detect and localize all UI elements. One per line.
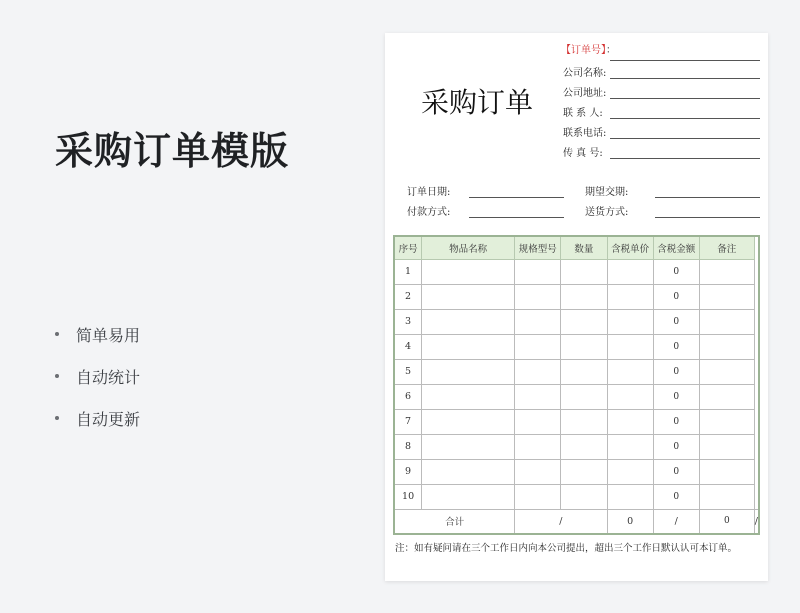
cell-unit-price[interactable] (607, 334, 653, 359)
cell-no: 7 (394, 409, 422, 434)
payment-field (407, 203, 564, 218)
info-label: 传 真 号: (563, 148, 603, 159)
cell-unit-price[interactable] (607, 459, 653, 484)
order-number-colon: ： (606, 45, 616, 56)
cell-qty[interactable] (561, 259, 607, 284)
cell-item-name[interactable] (422, 359, 515, 384)
cell-unit-price[interactable] (607, 484, 653, 509)
col-header-remark: 备注 (699, 236, 754, 259)
total-qty: 0 (607, 509, 653, 534)
cell-item-name[interactable] (422, 459, 515, 484)
cell-amount: 0 (653, 309, 699, 334)
info-row-address (563, 85, 760, 99)
total-spec: / (515, 509, 607, 534)
expected-delivery-label: 期望交期: (585, 187, 629, 198)
table-row (394, 334, 759, 359)
cell-qty[interactable] (561, 459, 607, 484)
cell-qty[interactable] (561, 359, 607, 384)
info-row-fax (563, 145, 760, 159)
cell-no: 8 (394, 434, 422, 459)
total-price: / (653, 509, 699, 534)
cell-item-name[interactable] (422, 484, 515, 509)
info-line[interactable] (610, 89, 760, 99)
order-date-field (407, 183, 564, 198)
info-row-contact (563, 105, 760, 119)
cell-remark[interactable] (699, 434, 754, 459)
info-line[interactable] (610, 149, 760, 159)
cell-amount: 0 (653, 484, 699, 509)
col-header-qty: 数量 (561, 236, 607, 259)
bullet-icon (55, 332, 59, 336)
feature-item (55, 397, 140, 439)
order-number-line (610, 60, 760, 61)
cell-item-name[interactable] (422, 309, 515, 334)
cell-unit-price[interactable] (607, 359, 653, 384)
document-title: 采购订单 (421, 86, 534, 119)
shipping-label: 送货方式: (585, 207, 629, 218)
feature-label: 自动统计 (76, 367, 141, 387)
cell-unit-price[interactable] (607, 384, 653, 409)
cell-no: 5 (394, 359, 422, 384)
cell-no: 9 (394, 459, 422, 484)
info-label: 公司名称: (563, 68, 607, 79)
table-row (394, 484, 759, 509)
cell-qty[interactable] (561, 334, 607, 359)
order-date-label: 订单日期: (407, 187, 451, 198)
cell-remark[interactable] (699, 484, 754, 509)
total-remark: / (754, 509, 759, 534)
table-row (394, 309, 759, 334)
feature-label: 自动更新 (76, 409, 141, 429)
info-label: 联系电话: (563, 128, 607, 139)
cell-item-name[interactable] (422, 259, 515, 284)
cell-amount: 0 (653, 434, 699, 459)
table-row (394, 409, 759, 434)
cell-spec[interactable] (515, 409, 561, 434)
cell-qty[interactable] (561, 434, 607, 459)
page-title: 采购订单模版 (55, 129, 290, 173)
cell-amount: 0 (653, 284, 699, 309)
cell-remark[interactable] (699, 284, 754, 309)
cell-no: 3 (394, 309, 422, 334)
table-row (394, 359, 759, 384)
shipping-line[interactable] (655, 208, 760, 218)
cell-spec[interactable] (515, 309, 561, 334)
cell-unit-price[interactable] (607, 259, 653, 284)
cell-remark[interactable] (699, 359, 754, 384)
payment-label: 付款方式: (407, 207, 451, 218)
info-row-phone (563, 125, 760, 139)
cell-remark[interactable] (699, 334, 754, 359)
shipping-field (585, 203, 760, 218)
expected-delivery-line[interactable] (655, 188, 760, 198)
table-row (394, 434, 759, 459)
cell-qty[interactable] (561, 284, 607, 309)
cell-amount: 0 (653, 334, 699, 359)
order-date-line[interactable] (469, 188, 564, 198)
cell-remark[interactable] (699, 459, 754, 484)
cell-amount: 0 (653, 459, 699, 484)
cell-spec[interactable] (515, 334, 561, 359)
cell-no: 4 (394, 334, 422, 359)
cell-spec[interactable] (515, 434, 561, 459)
cell-unit-price[interactable] (607, 284, 653, 309)
table-row (394, 459, 759, 484)
feature-list (55, 313, 140, 439)
payment-line[interactable] (469, 208, 564, 218)
col-header-spec: 规格型号 (515, 236, 561, 259)
feature-item (55, 355, 140, 397)
cell-amount: 0 (653, 259, 699, 284)
table-row (394, 259, 759, 284)
bullet-icon (55, 416, 59, 420)
feature-item (55, 313, 140, 355)
info-row-company (563, 65, 760, 79)
order-items-table (393, 235, 760, 535)
cell-spec[interactable] (515, 359, 561, 384)
total-label: 合计 (394, 509, 515, 534)
cell-item-name[interactable] (422, 384, 515, 409)
cell-no: 2 (394, 284, 422, 309)
cell-qty[interactable] (561, 309, 607, 334)
order-number-label: 【订单号】 (561, 45, 606, 56)
total-row (394, 509, 759, 534)
cell-item-name[interactable] (422, 409, 515, 434)
info-label: 公司地址: (563, 88, 607, 99)
cell-spec[interactable] (515, 459, 561, 484)
bullet-icon (55, 374, 59, 378)
cell-unit-price[interactable] (607, 309, 653, 334)
info-line[interactable] (610, 69, 760, 79)
cell-remark[interactable] (699, 309, 754, 334)
cell-item-name[interactable] (422, 284, 515, 309)
purchase-order-sheet (385, 33, 768, 581)
cell-amount: 0 (653, 359, 699, 384)
cell-spec[interactable] (515, 484, 561, 509)
total-amount: 0 (699, 509, 754, 534)
order-number-field (561, 41, 616, 56)
info-line[interactable] (610, 129, 760, 139)
cell-qty[interactable] (561, 409, 607, 434)
cell-spec[interactable] (515, 259, 561, 284)
cell-qty[interactable] (561, 484, 607, 509)
cell-unit-price[interactable] (607, 434, 653, 459)
col-header-amount: 含税金额 (653, 236, 699, 259)
footer-note: 注：如有疑问请在三个工作日内向本公司提出，超出三个工作日默认认可本订单。 (395, 543, 738, 554)
cell-item-name[interactable] (422, 334, 515, 359)
cell-no: 10 (394, 484, 422, 509)
cell-amount: 0 (653, 384, 699, 409)
cell-no: 6 (394, 384, 422, 409)
table-row (394, 284, 759, 309)
col-header-unit-price: 含税单价 (607, 236, 653, 259)
cell-no: 1 (394, 259, 422, 284)
cell-qty[interactable] (561, 384, 607, 409)
table-header-row (394, 236, 759, 259)
feature-label: 简单易用 (76, 325, 141, 345)
cell-remark[interactable] (699, 409, 754, 434)
table-row (394, 384, 759, 409)
info-label: 联 系 人: (563, 108, 603, 119)
info-line[interactable] (610, 109, 760, 119)
cell-remark[interactable] (699, 384, 754, 409)
cell-amount: 0 (653, 409, 699, 434)
col-header-no: 序号 (394, 236, 422, 259)
cell-item-name[interactable] (422, 434, 515, 459)
cell-spec[interactable] (515, 284, 561, 309)
cell-remark[interactable] (699, 259, 754, 284)
col-header-item-name: 物品名称 (422, 236, 515, 259)
cell-spec[interactable] (515, 384, 561, 409)
expected-delivery-field (585, 183, 760, 198)
cell-unit-price[interactable] (607, 409, 653, 434)
